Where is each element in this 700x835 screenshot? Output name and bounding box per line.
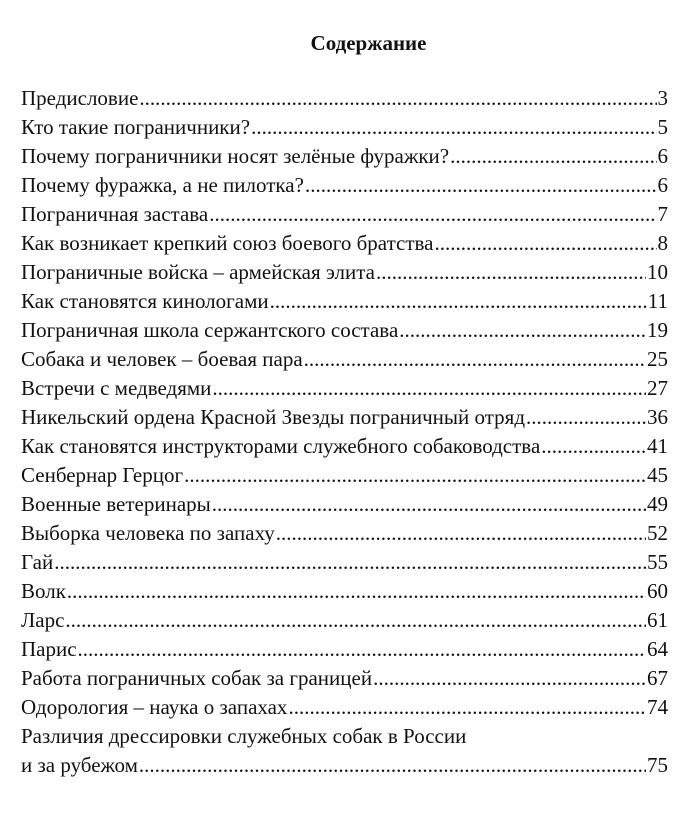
toc-entry[interactable] xyxy=(21,287,668,316)
toc-entry-last-line xyxy=(21,751,668,780)
toc-entry-title-line1: Различия дрессировки служебных собак в России xyxy=(21,724,467,748)
toc-entry-title: Встречи с медведями xyxy=(21,376,212,400)
toc-entry-page: 5 xyxy=(657,115,668,139)
toc-entry-title: Предисловие xyxy=(21,86,139,110)
toc-entry-page: 6 xyxy=(657,144,668,168)
toc-entry[interactable] xyxy=(21,606,668,635)
toc-entry[interactable] xyxy=(21,519,668,548)
toc-entry-title: Собака и человек – боевая пара xyxy=(21,347,303,371)
toc-leader-dots xyxy=(304,345,646,374)
toc-entry[interactable] xyxy=(21,142,668,171)
toc-entry[interactable] xyxy=(21,84,668,113)
toc-entry-page: 67 xyxy=(647,666,668,690)
toc-entry-page: 75 xyxy=(647,753,668,777)
toc-entry-page: 11 xyxy=(647,289,668,313)
toc-list xyxy=(21,84,668,780)
toc-entry-page: 49 xyxy=(647,492,668,516)
toc-leader-dots xyxy=(270,287,647,316)
toc-entry-title: Работа пограничных собак за границей xyxy=(21,666,373,690)
toc-entry-title: Сенбернар Герцог xyxy=(21,463,184,487)
toc-entry[interactable] xyxy=(21,113,668,142)
toc-entry[interactable] xyxy=(21,374,668,403)
toc-entry-title: Как становятся инструкторами служебного собаководства xyxy=(21,434,541,458)
toc-leader-dots xyxy=(399,316,646,345)
toc-entry-title: Выборка человека по запаху xyxy=(21,521,275,545)
toc-entry[interactable] xyxy=(21,403,668,432)
toc-leader-dots xyxy=(212,374,646,403)
toc-leader-dots xyxy=(212,490,646,519)
toc-entry-page: 41 xyxy=(647,434,668,458)
toc-leader-dots xyxy=(139,84,656,113)
toc-entry-title: Как становятся кинологами xyxy=(21,289,269,313)
toc-entry-title: Почему фуражка, а не пилотка? xyxy=(21,173,304,197)
toc-entry-title: Пограничные войска – армейская элита xyxy=(21,260,375,284)
toc-entry-title: Одорология – наука о запахах xyxy=(21,695,288,719)
toc-entry-page: 8 xyxy=(657,231,668,255)
toc-leader-dots xyxy=(67,577,646,606)
toc-leader-dots xyxy=(526,403,646,432)
toc-leader-dots xyxy=(276,519,646,548)
toc-entry[interactable] xyxy=(21,258,668,287)
toc-leader-dots xyxy=(251,113,656,142)
toc-entry-page: 6 xyxy=(657,173,668,197)
toc-entry-page: 19 xyxy=(647,318,668,342)
toc-entry-page: 64 xyxy=(647,637,668,661)
toc-entry-page: 52 xyxy=(647,521,668,545)
toc-leader-dots xyxy=(209,200,656,229)
toc-entry-page: 55 xyxy=(647,550,668,574)
toc-entry-title-line2: и за рубежом xyxy=(21,753,138,777)
toc-leader-dots xyxy=(288,693,646,722)
toc-entry-page: 36 xyxy=(647,405,668,429)
toc-entry[interactable] xyxy=(21,664,668,693)
toc-entry-page: 27 xyxy=(647,376,668,400)
toc-leader-dots xyxy=(139,751,646,780)
toc-leader-dots xyxy=(65,606,646,635)
toc-entry[interactable] xyxy=(21,490,668,519)
toc-entry-title: Пограничная застава xyxy=(21,202,209,226)
toc-entry-page: 10 xyxy=(647,260,668,284)
toc-entry[interactable] xyxy=(21,461,668,490)
toc-entry[interactable] xyxy=(21,229,668,258)
toc-entry-title: Парис xyxy=(21,637,77,661)
toc-heading: Содержание xyxy=(310,31,427,55)
toc-entry-page: 45 xyxy=(647,463,668,487)
toc-entry-title: Кто такие пограничники? xyxy=(21,115,251,139)
toc-entry-title: Пограничная школа сержантского состава xyxy=(21,318,399,342)
toc-entry-multiline[interactable] xyxy=(21,722,668,780)
toc-entry[interactable] xyxy=(21,345,668,374)
toc-leader-dots xyxy=(54,548,646,577)
toc-leader-dots xyxy=(434,229,656,258)
toc-entry-title: Никельский ордена Красной Звезды пограничный отряд xyxy=(21,405,526,429)
toc-entry-title: Как возникает крепкий союз боевого братства xyxy=(21,231,434,255)
toc-leader-dots xyxy=(78,635,646,664)
toc-entry-page: 3 xyxy=(657,86,668,110)
toc-entry[interactable] xyxy=(21,693,668,722)
toc-leader-dots xyxy=(184,461,646,490)
toc-entry-page: 60 xyxy=(647,579,668,603)
toc-entry[interactable] xyxy=(21,635,668,664)
toc-leader-dots xyxy=(305,171,657,200)
toc-entry-page: 7 xyxy=(657,202,668,226)
toc-leader-dots xyxy=(450,142,656,171)
toc-entry[interactable] xyxy=(21,548,668,577)
toc-entry-title: Гай xyxy=(21,550,54,574)
toc-entry-title: Волк xyxy=(21,579,66,603)
toc-leader-dots xyxy=(376,258,646,287)
toc-entry[interactable] xyxy=(21,577,668,606)
toc-entry-title: Ларс xyxy=(21,608,65,632)
toc-entry[interactable] xyxy=(21,171,668,200)
toc-entry-title: Военные ветеринары xyxy=(21,492,211,516)
toc-entry-page: 25 xyxy=(647,347,668,371)
toc-leader-dots xyxy=(541,432,646,461)
toc-entry[interactable] xyxy=(21,316,668,345)
toc-entry-title: Почему пограничники носят зелёные фуражки? xyxy=(21,144,450,168)
toc-entry[interactable] xyxy=(21,432,668,461)
toc-leader-dots xyxy=(373,664,646,693)
toc-entry-page: 74 xyxy=(647,695,668,719)
toc-entry-page: 61 xyxy=(647,608,668,632)
toc-entry[interactable] xyxy=(21,200,668,229)
